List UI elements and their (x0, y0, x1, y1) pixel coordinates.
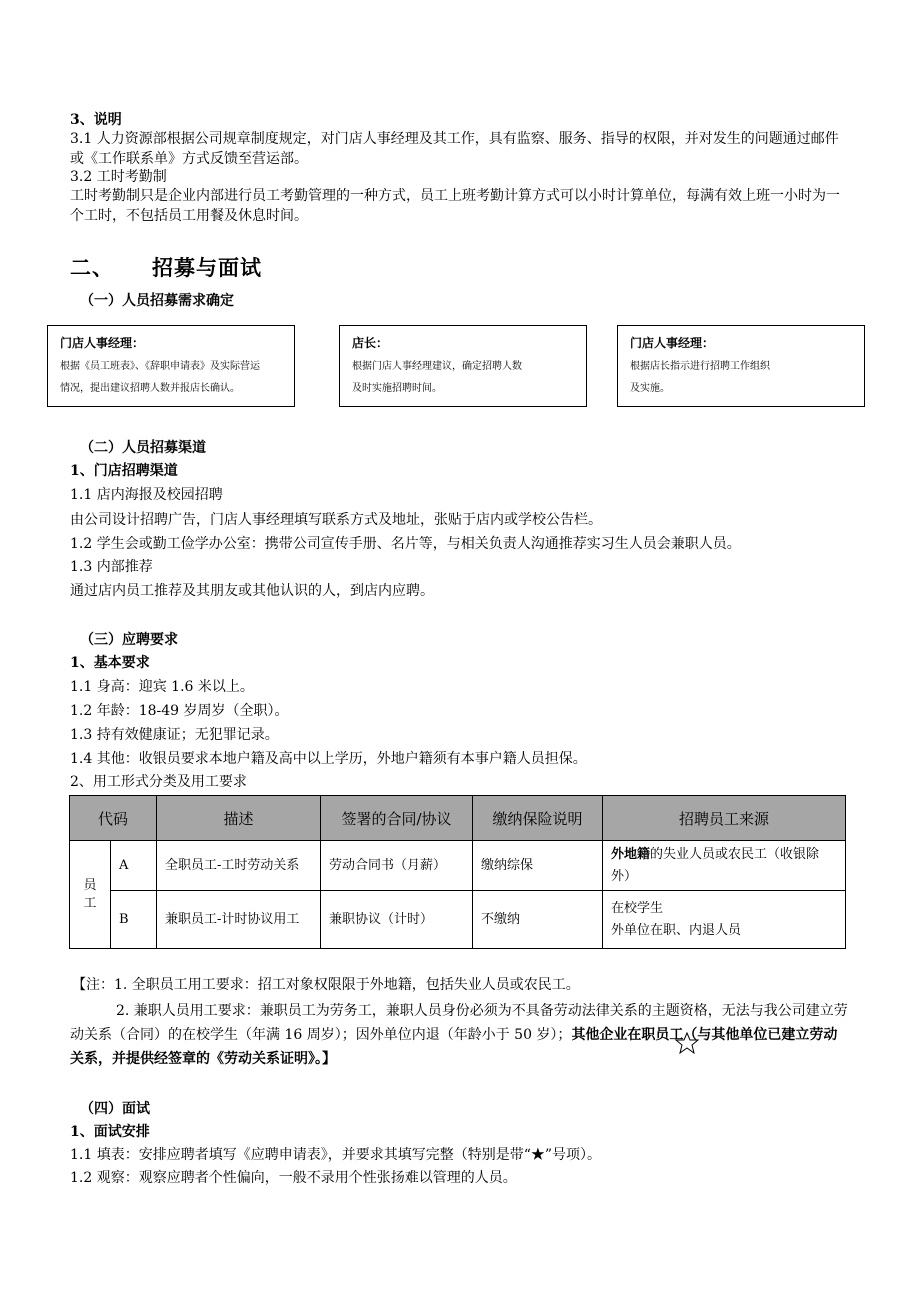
source-text-2: 外单位在职、内退人员 (611, 922, 742, 938)
channel-1-1-desc: 由公司设计招聘广告，门店人事经理填写联系方式及地址，张贴于店内或学校公告栏。 (70, 512, 602, 528)
contract-cell: 兼职协议（计时） (321, 891, 473, 949)
note-2-bold: 其他企业在职员工（与其他单位已建立劳动关系，并提供经签章的《劳动关系证明》。】 (70, 1027, 838, 1067)
group-cell (70, 841, 111, 949)
note-1: 【注：1. 全职员工用工要求：招工对象权限限于外地籍，包括失业人员或农民工。 (72, 977, 580, 993)
box-title: 门店人事经理： (60, 336, 145, 350)
channel-title: （二）人员招募渠道 (80, 440, 206, 456)
source-cell (603, 841, 846, 891)
need-box-hr-manager-2 (617, 325, 865, 407)
table-header: 签署的合同/协议 (321, 796, 473, 841)
section-3-title: 3、说明 (70, 112, 122, 128)
insurance-cell: 不缴纳 (473, 891, 603, 949)
need-box-hr-manager (47, 325, 295, 407)
req-sub-2: 2、用工形式分类及用工要求 (70, 774, 247, 790)
table-header: 缴纳保险说明 (473, 796, 603, 841)
desc-cell: 全职员工-工时劳动关系 (157, 841, 321, 891)
chapter-heading (70, 252, 262, 282)
req-1-1: 1.1 身高：迎宾 1.6 米以上。 (70, 679, 254, 695)
source-bold: 外地籍 (611, 846, 651, 862)
box-line: 及时实施招聘时间。 (352, 383, 442, 394)
note-2-text: 2. 兼职人员用工要求：兼职员工为劳务工，兼职人员身份必须为不具备劳动法律关系的主题资格，无法与我公司建立劳动关系（合同）的在校学生（年满 16 周岁）；因外单位内退（年龄小于 50 岁）； (70, 1003, 848, 1043)
chapter-title: 招募与面试 (152, 255, 262, 280)
box-title: 门店人事经理： (630, 336, 715, 350)
code-cell: B (111, 891, 157, 949)
para-3-1: 3.1 人力资源部根据公司规章制度规定，对门店人事经理及其工作，具有监察、服务、指导的权限，并对发生的问题通过邮件或《工作联系单》方式反馈至营运部。 (70, 131, 839, 167)
req-title: （三）应聘要求 (80, 632, 178, 648)
star-mark-icon (674, 1032, 700, 1054)
interview-sub: 1、面试安排 (70, 1124, 150, 1140)
note-2 (70, 999, 850, 1071)
channel-1-2: 1.2 学生会或勤工俭学办公室：携带公司宣传手册、名片等，与相关负责人沟通推荐实习生人员会兼职人员。 (70, 536, 741, 552)
interview-1-2: 1.2 观察：观察应聘者个性偏向，一般不录用个性张扬难以管理的人员。 (70, 1170, 517, 1186)
req-1-3: 1.3 持有效健康证；无犯罪记录。 (70, 727, 279, 743)
desc-cell: 兼职员工-计时协议用工 (157, 891, 321, 949)
code-cell: A (111, 841, 157, 891)
need-box-store-manager (339, 325, 587, 407)
channel-1-3: 1.3 内部推荐 (70, 559, 153, 575)
source-text: 在校学生 (611, 900, 664, 916)
channel-1-1: 1.1 店内海报及校园招聘 (70, 487, 223, 503)
interview-1-1: 1.1 填表：安排应聘者填写《应聘申请表》，并要求其填写完整（特别是带“★”号项）。 (70, 1147, 602, 1163)
req-1-4: 1.4 其他：收银员要求本地户籍及高中以上学历，外地户籍须有本事户籍人员担保。 (70, 751, 587, 767)
table-row (70, 891, 846, 949)
channel-sub: 1、门店招聘渠道 (70, 463, 178, 479)
table-header-row (70, 796, 846, 841)
box-line: 根据《员工班表》、《辞职申请表》及实际营运 (60, 361, 260, 372)
need-title: （一）人员招募需求确定 (80, 293, 234, 309)
source-cell (603, 891, 846, 949)
table-header: 代码 (70, 796, 157, 841)
box-line: 根据门店人事经理建议，确定招聘人数 (352, 361, 522, 372)
box-line: 及实施。 (630, 383, 670, 394)
channel-1-3-desc: 通过店内员工推荐及其朋友或其他认识的人，到店内应聘。 (70, 583, 434, 599)
employment-table (69, 795, 846, 949)
table-row (70, 841, 846, 891)
chapter-number: 二、 (70, 255, 114, 280)
box-line: 根据店长指示进行招聘工作组织 (630, 361, 770, 372)
interview-title: （四）面试 (80, 1101, 150, 1117)
contract-cell: 劳动合同书（月薪） (321, 841, 473, 891)
para-3-2: 工时考勤制只是企业内部进行员工考勤管理的一种方式，员工上班考勤计算方式可以小时计算单位，每满有效上班一小时为一个工时，不包括员工用餐及休息时间。 (70, 188, 840, 224)
req-sub: 1、基本要求 (70, 655, 150, 671)
req-1-2: 1.2 年龄：18-49 岁周岁（全职）。 (70, 703, 289, 719)
source-text: 的失业人员或农民工（收银除外） (611, 846, 820, 884)
insurance-cell: 缴纳综保 (473, 841, 603, 891)
box-title: 店长： (352, 336, 389, 350)
table-header: 描述 (157, 796, 321, 841)
box-line: 情况，提出建议招聘人数并报店长确认。 (60, 383, 240, 394)
para-3-2-title: 3.2 工时考勤制 (70, 169, 167, 185)
group-label: 员工 (83, 877, 97, 911)
table-header: 招聘员工来源 (603, 796, 846, 841)
